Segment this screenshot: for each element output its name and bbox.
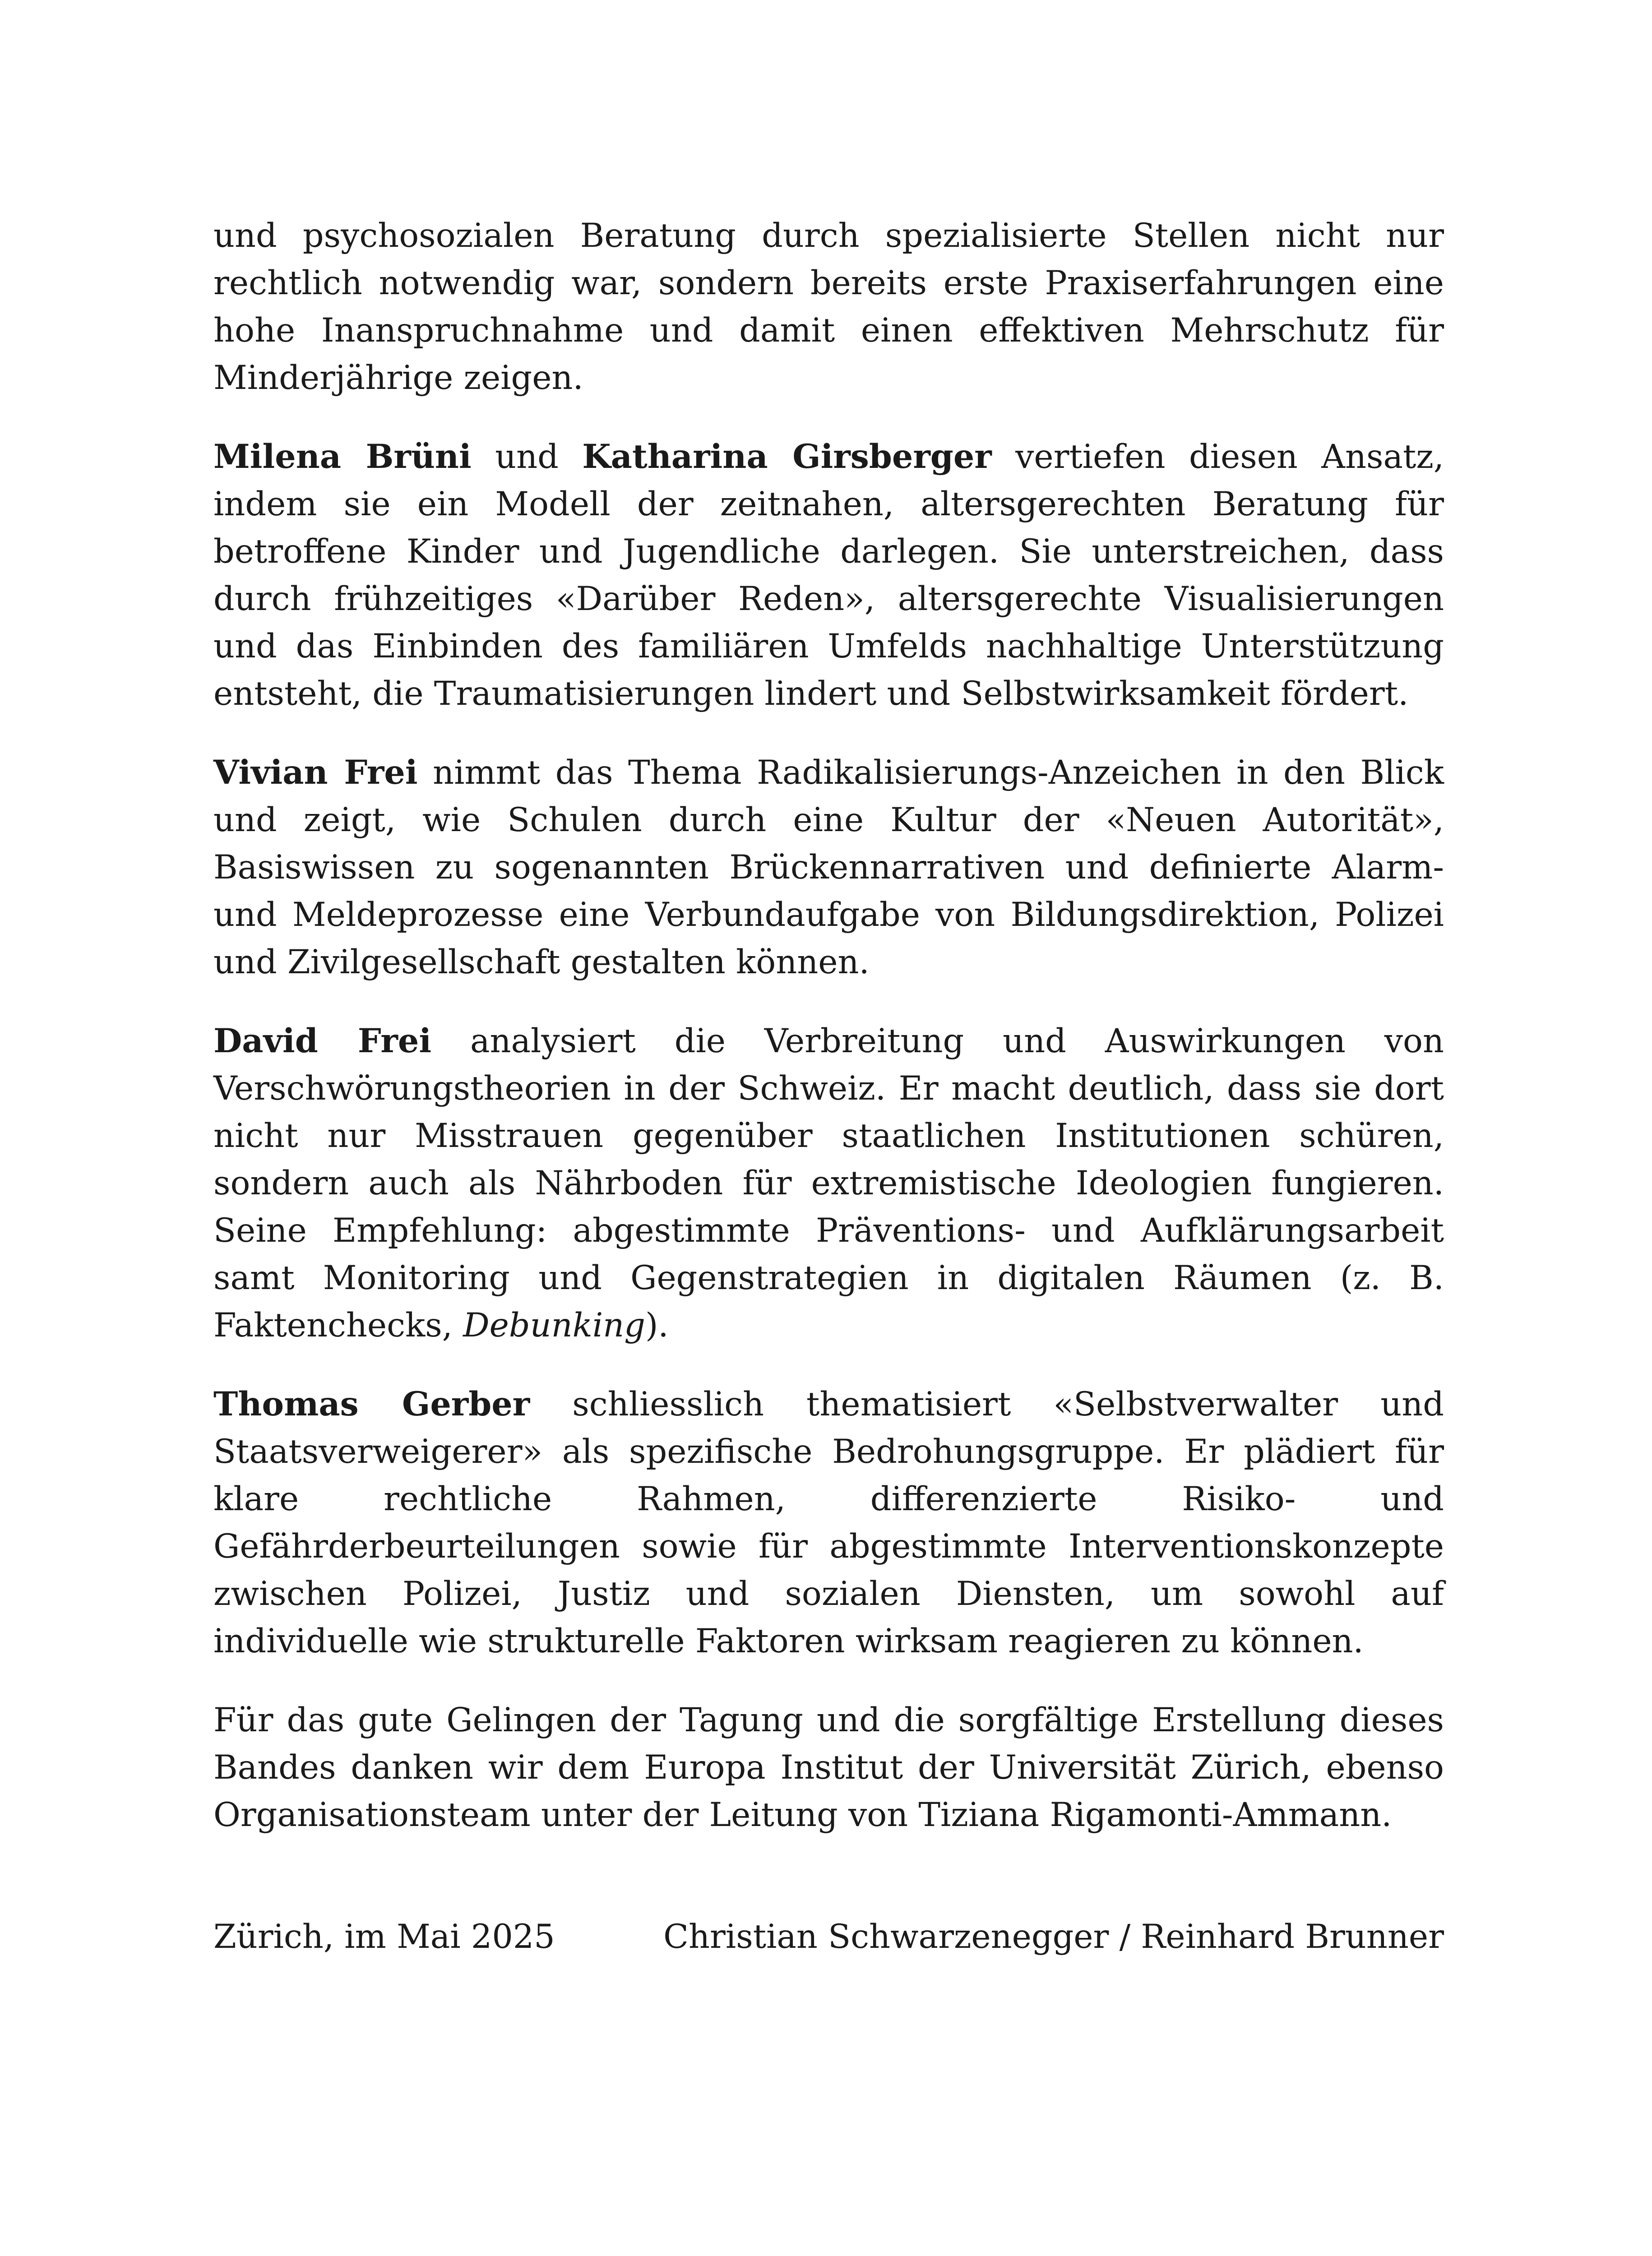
paragraph-david-frei [213,1017,1444,1349]
signature-line [213,1913,1444,1960]
paragraph-text: ). [645,1306,669,1345]
author-name: Katharina Girsberger [582,437,992,476]
body-text [213,212,1444,1870]
place-date: Zürich, im Mai 2025 [213,1918,555,1956]
paragraph-text: analysiert die Verbreitung und Auswirkungen von Verschwörungstheorien in der Schweiz. Er macht deutlich, dass sie dort nicht nur Misstrauen gegenüber staatlichen Institutionen schüren, sondern auch als Nährboden für extremistische Ideologien fungieren. Seine Empfehlung: abgestimmte Präventions- und Aufklärungsarbeit samt Monitoring und Gegenstrategien in digitalen Räumen (z. B. Faktenchecks, [213,1022,1444,1345]
paragraph-thomas-gerber [213,1381,1444,1665]
emphasis-text: Debunking [463,1306,645,1345]
author-name: Thomas Gerber [213,1385,530,1424]
paragraph-text: und [471,438,583,476]
author-name: Milena Brüni [213,437,472,476]
author-name: Vivian Frei [213,753,418,792]
paragraph-text: Für das gute Gelingen der Tagung und die sorgfältige Erstellung dieses Bandes danken wir dem Europa Institut der Universität Zürich, ebenso Organisationsteam unter der Leitung von Tiziana Rigamonti-Ammann. [213,1701,1444,1834]
paragraph-text: schliesslich thematisiert «Selbstverwalter und Staatsverweigerer» als spezifische Bedrohungsgruppe. Er plädiert für klare rechtliche Rahmen, differenzierte Risiko- und Gefährderbeurteilungen sowie für abgestimmte Interventionskonzepte zwischen Polizei, Justiz und sozialen Diensten, um sowohl auf individuelle wie strukturelle Faktoren wirksam reagieren zu können. [213,1385,1444,1660]
paragraph-brueni-girsberger [213,433,1444,717]
paragraph-text: und psychosozialen Beratung durch spezialisierte Stellen nicht nur rechtlich notwendig war, sondern bereits erste Praxiserfahrungen eine hohe Inanspruchnahme und damit einen effektiven Mehrschutz für Minderjährige zeigen. [213,217,1444,397]
paragraph-text: nimmt das Thema Radikalisierungs-Anzeichen in den Blick und zeigt, wie Schulen durch eine Kultur der «Neuen Autorität», Basiswissen zu sogenannten Brückennarrativen und definierte Alarm- und Meldeprozesse eine Verbundaufgabe von Bildungsdirektion, Polizei und Zivilgesellschaft gestalten können. [213,754,1444,981]
paragraph-vivian-frei [213,749,1444,986]
paragraph-intro [213,212,1444,402]
author-name: David Frei [213,1022,432,1060]
paragraph-text: vertiefen diesen Ansatz, indem sie ein Modell der zeitnahen, altersgerechten Beratung für betroffene Kinder und Jugendliche darlegen. Sie unterstreichen, dass durch frühzeitiges «Darüber Reden», altersgerechte Visualisierungen und das Einbinden des familiären Umfelds nachhaltige Unterstützung entsteht, die Traumatisierungen lindert und Selbstwirksamkeit fördert. [213,438,1444,713]
editor-names: Christian Schwarzenegger / Reinhard Brunner [663,1918,1444,1956]
paragraph-acknowledgements [213,1697,1444,1839]
